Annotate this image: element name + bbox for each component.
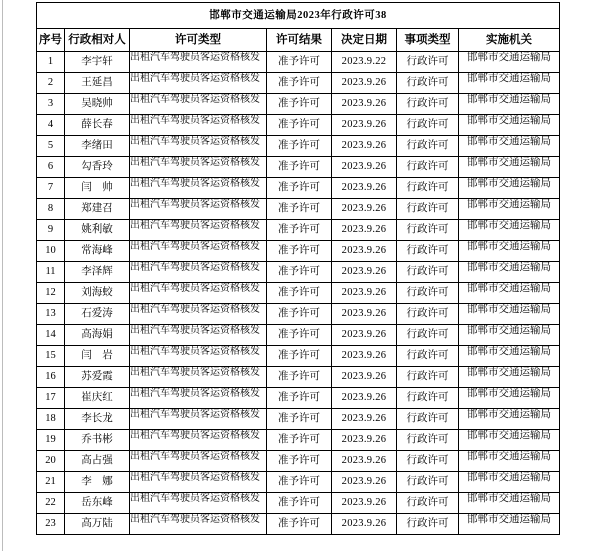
- cell-matter-type: 行政许可: [397, 472, 459, 493]
- table-title: 邯郸市交通运输局2023年行政许可38: [37, 3, 560, 29]
- table-row: [37, 430, 560, 451]
- cell-license-type: [130, 325, 267, 346]
- cell-matter-type: 行政许可: [397, 304, 459, 325]
- cell-date: 2023.9.26: [332, 514, 397, 535]
- license-type-text: 出租汽车驾驶员客运资格核发: [130, 220, 260, 231]
- cell-seq: 15: [37, 346, 65, 367]
- cell-license-type: [130, 178, 267, 199]
- cell-result: 准予许可: [267, 409, 332, 430]
- cell-result: 准予许可: [267, 325, 332, 346]
- agency-text: 邯郸市交通运输局: [467, 52, 551, 63]
- cell-name: 闫 岩: [65, 346, 130, 367]
- cell-matter-type: 行政许可: [397, 178, 459, 199]
- cell-matter-type: 行政许可: [397, 73, 459, 94]
- cell-name: 石爱涛: [65, 304, 130, 325]
- cell-matter-type: 行政许可: [397, 283, 459, 304]
- cell-agency: [459, 325, 560, 346]
- cell-result: 准予许可: [267, 52, 332, 73]
- cell-name: 刘海蛟: [65, 283, 130, 304]
- agency-text: 邯郸市交通运输局: [467, 262, 551, 273]
- agency-text: 邯郸市交通运输局: [467, 136, 551, 147]
- table-row: [37, 94, 560, 115]
- cell-agency: [459, 493, 560, 514]
- cell-result: 准予许可: [267, 514, 332, 535]
- cell-agency: [459, 136, 560, 157]
- table-row: [37, 388, 560, 409]
- license-type-text: 出租汽车驾驶员客运资格核发: [130, 493, 260, 504]
- cell-license-type: [130, 115, 267, 136]
- cell-matter-type: 行政许可: [397, 514, 459, 535]
- cell-matter-type: 行政许可: [397, 493, 459, 514]
- table-row: [37, 514, 560, 535]
- cell-license-type: [130, 262, 267, 283]
- cell-name: 乔书彬: [65, 430, 130, 451]
- cell-agency: [459, 346, 560, 367]
- table-row: [37, 136, 560, 157]
- agency-text: 邯郸市交通运输局: [467, 283, 551, 294]
- cell-matter-type: 行政许可: [397, 220, 459, 241]
- agency-text: 邯郸市交通运输局: [467, 220, 551, 231]
- cell-agency: [459, 388, 560, 409]
- cell-name: 王延昌: [65, 73, 130, 94]
- cell-license-type: [130, 199, 267, 220]
- cell-result: 准予许可: [267, 241, 332, 262]
- col-header-agency: 实施机关: [459, 29, 560, 52]
- col-header-matter-type: 事项类型: [397, 29, 459, 52]
- agency-text: 邯郸市交通运输局: [467, 430, 551, 441]
- cell-license-type: [130, 346, 267, 367]
- cell-license-type: [130, 409, 267, 430]
- cell-license-type: [130, 304, 267, 325]
- cell-matter-type: 行政许可: [397, 388, 459, 409]
- cell-seq: 21: [37, 472, 65, 493]
- cell-name: 崔庆红: [65, 388, 130, 409]
- cell-agency: [459, 283, 560, 304]
- cell-name: 李泽辉: [65, 262, 130, 283]
- cell-license-type: [130, 451, 267, 472]
- cell-date: 2023.9.26: [332, 493, 397, 514]
- agency-text: 邯郸市交通运输局: [467, 94, 551, 105]
- license-type-text: 出租汽车驾驶员客运资格核发: [130, 94, 260, 105]
- license-type-text: 出租汽车驾驶员客运资格核发: [130, 472, 260, 483]
- agency-text: 邯郸市交通运输局: [467, 493, 551, 504]
- cell-name: 姚利敏: [65, 220, 130, 241]
- cell-date: 2023.9.26: [332, 430, 397, 451]
- cell-result: 准予许可: [267, 346, 332, 367]
- agency-text: 邯郸市交通运输局: [467, 472, 551, 483]
- cell-seq: 8: [37, 199, 65, 220]
- cell-matter-type: 行政许可: [397, 136, 459, 157]
- agency-text: 邯郸市交通运输局: [467, 241, 551, 252]
- agency-text: 邯郸市交通运输局: [467, 451, 551, 462]
- cell-date: 2023.9.26: [332, 262, 397, 283]
- agency-text: 邯郸市交通运输局: [467, 157, 551, 168]
- license-type-text: 出租汽车驾驶员客运资格核发: [130, 73, 260, 84]
- table-row: [37, 220, 560, 241]
- cell-date: 2023.9.26: [332, 136, 397, 157]
- cell-agency: [459, 178, 560, 199]
- col-header-person: 行政相对人: [65, 29, 130, 52]
- cell-date: 2023.9.26: [332, 451, 397, 472]
- table-row: [37, 283, 560, 304]
- cell-seq: 5: [37, 136, 65, 157]
- agency-text: 邯郸市交通运输局: [467, 388, 551, 399]
- license-type-text: 出租汽车驾驶员客运资格核发: [130, 262, 260, 273]
- license-type-text: 出租汽车驾驶员客运资格核发: [130, 115, 260, 126]
- license-type-text: 出租汽车驾驶员客运资格核发: [130, 157, 260, 168]
- cell-name: 郑建召: [65, 199, 130, 220]
- cell-date: 2023.9.26: [332, 367, 397, 388]
- cell-matter-type: 行政许可: [397, 451, 459, 472]
- cell-license-type: [130, 136, 267, 157]
- cell-seq: 1: [37, 52, 65, 73]
- cell-license-type: [130, 493, 267, 514]
- table-row: [37, 73, 560, 94]
- cell-agency: [459, 220, 560, 241]
- cell-result: 准予许可: [267, 262, 332, 283]
- agency-text: 邯郸市交通运输局: [467, 514, 551, 525]
- cell-seq: 2: [37, 73, 65, 94]
- cell-agency: [459, 409, 560, 430]
- cell-agency: [459, 304, 560, 325]
- cell-license-type: [130, 430, 267, 451]
- agency-text: 邯郸市交通运输局: [467, 199, 551, 210]
- table-row: [37, 493, 560, 514]
- cell-agency: [459, 199, 560, 220]
- cell-agency: [459, 157, 560, 178]
- cell-result: 准予许可: [267, 388, 332, 409]
- license-type-text: 出租汽车驾驶员客运资格核发: [130, 304, 260, 315]
- cell-date: 2023.9.22: [332, 52, 397, 73]
- cell-license-type: [130, 157, 267, 178]
- cell-seq: 17: [37, 388, 65, 409]
- cell-license-type: [130, 514, 267, 535]
- cell-seq: 23: [37, 514, 65, 535]
- license-type-text: 出租汽车驾驶员客运资格核发: [130, 199, 260, 210]
- col-header-result: 许可结果: [267, 29, 332, 52]
- cell-name: 吴晓帅: [65, 94, 130, 115]
- cell-name: 高占强: [65, 451, 130, 472]
- cell-seq: 13: [37, 304, 65, 325]
- cell-matter-type: 行政许可: [397, 346, 459, 367]
- cell-agency: [459, 73, 560, 94]
- cell-seq: 10: [37, 241, 65, 262]
- cell-result: 准予许可: [267, 472, 332, 493]
- cell-seq: 3: [37, 94, 65, 115]
- cell-result: 准予许可: [267, 283, 332, 304]
- cell-matter-type: 行政许可: [397, 52, 459, 73]
- cell-license-type: [130, 472, 267, 493]
- cell-license-type: [130, 241, 267, 262]
- cell-seq: 11: [37, 262, 65, 283]
- table-row: [37, 346, 560, 367]
- table-row: [37, 241, 560, 262]
- cell-license-type: [130, 220, 267, 241]
- license-type-text: 出租汽车驾驶员客运资格核发: [130, 136, 260, 147]
- cell-date: 2023.9.26: [332, 241, 397, 262]
- cell-matter-type: 行政许可: [397, 430, 459, 451]
- cell-matter-type: 行政许可: [397, 367, 459, 388]
- cell-result: 准予许可: [267, 493, 332, 514]
- agency-text: 邯郸市交通运输局: [467, 304, 551, 315]
- cell-license-type: [130, 52, 267, 73]
- cell-agency: [459, 514, 560, 535]
- cell-seq: 20: [37, 451, 65, 472]
- cell-date: 2023.9.26: [332, 283, 397, 304]
- license-type-text: 出租汽车驾驶员客运资格核发: [130, 241, 260, 252]
- agency-text: 邯郸市交通运输局: [467, 367, 551, 378]
- table-row: [37, 199, 560, 220]
- cell-seq: 14: [37, 325, 65, 346]
- cell-date: 2023.9.26: [332, 73, 397, 94]
- license-table: [36, 2, 560, 535]
- cell-matter-type: 行政许可: [397, 409, 459, 430]
- cell-date: 2023.9.26: [332, 220, 397, 241]
- cell-name: 高万陆: [65, 514, 130, 535]
- license-type-text: 出租汽车驾驶员客运资格核发: [130, 451, 260, 462]
- cell-agency: [459, 430, 560, 451]
- cell-agency: [459, 451, 560, 472]
- col-header-date: 决定日期: [332, 29, 397, 52]
- title-row: [37, 3, 560, 29]
- cell-name: 高海娟: [65, 325, 130, 346]
- table-row: [37, 52, 560, 73]
- table-row: [37, 325, 560, 346]
- cell-result: 准予许可: [267, 178, 332, 199]
- header-row: [37, 29, 560, 52]
- cell-name: 常海峰: [65, 241, 130, 262]
- cell-matter-type: 行政许可: [397, 157, 459, 178]
- cell-seq: 7: [37, 178, 65, 199]
- cell-matter-type: 行政许可: [397, 94, 459, 115]
- cell-agency: [459, 367, 560, 388]
- cell-date: 2023.9.26: [332, 304, 397, 325]
- cell-license-type: [130, 388, 267, 409]
- cell-agency: [459, 262, 560, 283]
- cell-name: 薛长春: [65, 115, 130, 136]
- cell-name: 李 娜: [65, 472, 130, 493]
- cell-name: 李绪田: [65, 136, 130, 157]
- cell-seq: 22: [37, 493, 65, 514]
- agency-text: 邯郸市交通运输局: [467, 178, 551, 189]
- cell-date: 2023.9.26: [332, 157, 397, 178]
- cell-license-type: [130, 283, 267, 304]
- cell-seq: 9: [37, 220, 65, 241]
- cell-seq: 6: [37, 157, 65, 178]
- table-row: [37, 304, 560, 325]
- license-type-text: 出租汽车驾驶员客运资格核发: [130, 514, 260, 525]
- license-type-text: 出租汽车驾驶员客运资格核发: [130, 388, 260, 399]
- agency-text: 邯郸市交通运输局: [467, 325, 551, 336]
- agency-text: 邯郸市交通运输局: [467, 115, 551, 126]
- cell-result: 准予许可: [267, 157, 332, 178]
- license-type-text: 出租汽车驾驶员客运资格核发: [130, 283, 260, 294]
- license-type-text: 出租汽车驾驶员客运资格核发: [130, 346, 260, 357]
- cell-date: 2023.9.26: [332, 178, 397, 199]
- cell-name: 闫 帅: [65, 178, 130, 199]
- cell-seq: 4: [37, 115, 65, 136]
- license-type-text: 出租汽车驾驶员客运资格核发: [130, 52, 260, 63]
- col-header-license-type: 许可类型: [130, 29, 267, 52]
- cell-result: 准予许可: [267, 115, 332, 136]
- cell-date: 2023.9.26: [332, 346, 397, 367]
- cell-matter-type: 行政许可: [397, 325, 459, 346]
- agency-text: 邯郸市交通运输局: [467, 73, 551, 84]
- cell-result: 准予许可: [267, 136, 332, 157]
- cell-seq: 16: [37, 367, 65, 388]
- cell-agency: [459, 241, 560, 262]
- cell-result: 准予许可: [267, 451, 332, 472]
- cell-agency: [459, 52, 560, 73]
- cell-date: 2023.9.26: [332, 115, 397, 136]
- cell-seq: 19: [37, 430, 65, 451]
- table-row: [37, 409, 560, 430]
- cell-name: 李长龙: [65, 409, 130, 430]
- cell-date: 2023.9.26: [332, 388, 397, 409]
- cell-date: 2023.9.26: [332, 472, 397, 493]
- cell-matter-type: 行政许可: [397, 199, 459, 220]
- table-body: [37, 52, 560, 535]
- table-row: [37, 115, 560, 136]
- cell-result: 准予许可: [267, 430, 332, 451]
- agency-text: 邯郸市交通运输局: [467, 346, 551, 357]
- cell-name: 李宇轩: [65, 52, 130, 73]
- license-type-text: 出租汽车驾驶员客运资格核发: [130, 409, 260, 420]
- cell-name: 苏爱霞: [65, 367, 130, 388]
- cell-name: 勾香玲: [65, 157, 130, 178]
- cell-name: 岳东峰: [65, 493, 130, 514]
- table-row: [37, 178, 560, 199]
- table-row: [37, 472, 560, 493]
- cell-date: 2023.9.26: [332, 199, 397, 220]
- cell-result: 准予许可: [267, 220, 332, 241]
- cell-date: 2023.9.26: [332, 325, 397, 346]
- cell-matter-type: 行政许可: [397, 241, 459, 262]
- cell-license-type: [130, 367, 267, 388]
- table-row: [37, 262, 560, 283]
- left-edge-line: [2, 0, 3, 551]
- agency-text: 邯郸市交通运输局: [467, 409, 551, 420]
- table-row: [37, 367, 560, 388]
- cell-seq: 18: [37, 409, 65, 430]
- table-row: [37, 451, 560, 472]
- license-type-text: 出租汽车驾驶员客运资格核发: [130, 367, 260, 378]
- cell-license-type: [130, 73, 267, 94]
- license-type-text: 出租汽车驾驶员客运资格核发: [130, 325, 260, 336]
- col-header-seq: 序号: [37, 29, 65, 52]
- cell-seq: 12: [37, 283, 65, 304]
- cell-matter-type: 行政许可: [397, 262, 459, 283]
- cell-license-type: [130, 94, 267, 115]
- cell-result: 准予许可: [267, 199, 332, 220]
- cell-agency: [459, 472, 560, 493]
- cell-result: 准予许可: [267, 73, 332, 94]
- cell-agency: [459, 115, 560, 136]
- cell-matter-type: 行政许可: [397, 115, 459, 136]
- license-type-text: 出租汽车驾驶员客运资格核发: [130, 430, 260, 441]
- cell-result: 准予许可: [267, 94, 332, 115]
- table-row: [37, 157, 560, 178]
- cell-result: 准予许可: [267, 304, 332, 325]
- cell-date: 2023.9.26: [332, 94, 397, 115]
- cell-date: 2023.9.26: [332, 409, 397, 430]
- cell-agency: [459, 94, 560, 115]
- license-type-text: 出租汽车驾驶员客运资格核发: [130, 178, 260, 189]
- cell-result: 准予许可: [267, 367, 332, 388]
